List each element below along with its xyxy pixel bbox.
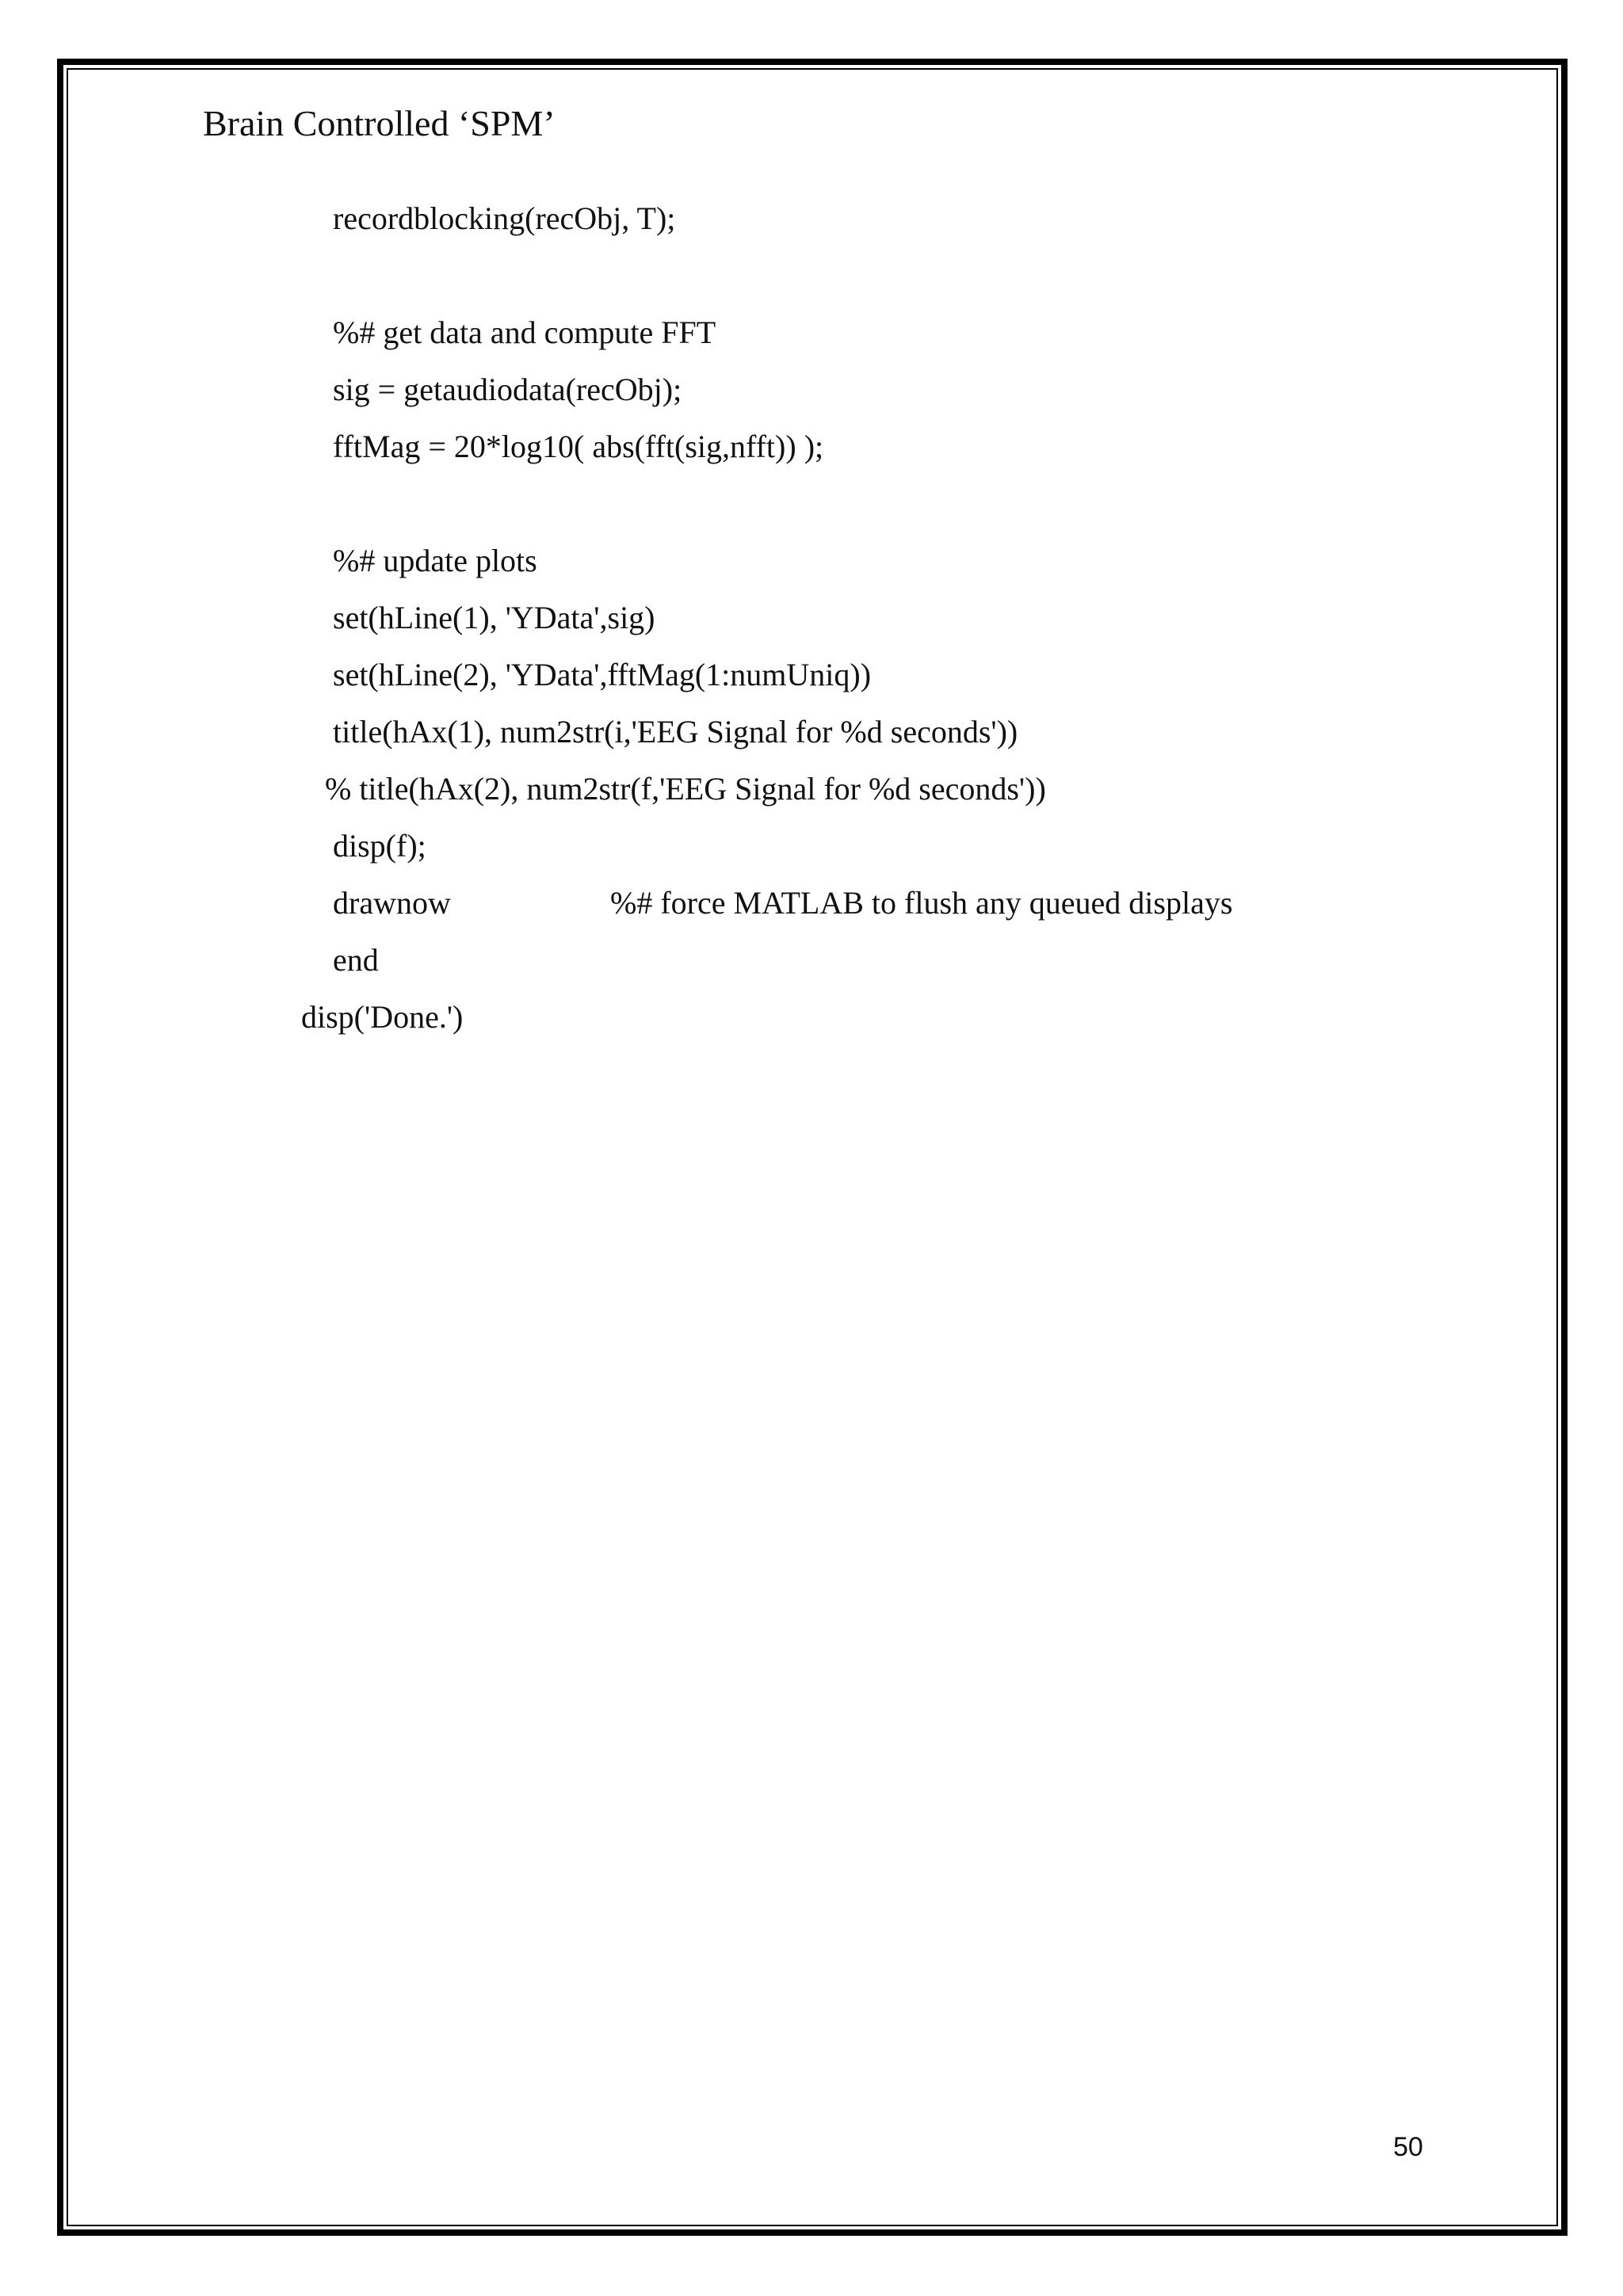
code-line: set(hLine(2), 'YData',fftMag(1:numUniq)): [333, 657, 872, 692]
page-border-inner: [67, 68, 1558, 2226]
code-line: disp(f);: [333, 828, 426, 864]
code-inline-comment: %# force MATLAB to flush any queued displays: [610, 885, 1233, 921]
code-line: end: [333, 942, 379, 978]
code-line: title(hAx(1), num2str(i,'EEG Signal for %d seconds')): [333, 714, 1018, 749]
code-line: fftMag = 20*log10( abs(fft(sig,nfft)) );: [333, 429, 824, 464]
page-header-title: Brain Controlled ‘SPM’: [203, 103, 556, 143]
code-line: drawnow: [333, 885, 451, 921]
code-comment: %# update plots: [333, 543, 537, 578]
code-line: set(hLine(1), 'YData',sig): [333, 600, 655, 635]
code-comment: %# get data and compute FFT: [333, 315, 716, 350]
code-line: disp('Done.'): [301, 999, 464, 1035]
code-line: recordblocking(recObj, T);: [333, 200, 676, 236]
page-number: 50: [1393, 2132, 1423, 2162]
code-comment: % title(hAx(2), num2str(f,'EEG Signal for %d seconds')): [325, 771, 1046, 807]
code-line: sig = getaudiodata(recObj);: [333, 372, 682, 407]
